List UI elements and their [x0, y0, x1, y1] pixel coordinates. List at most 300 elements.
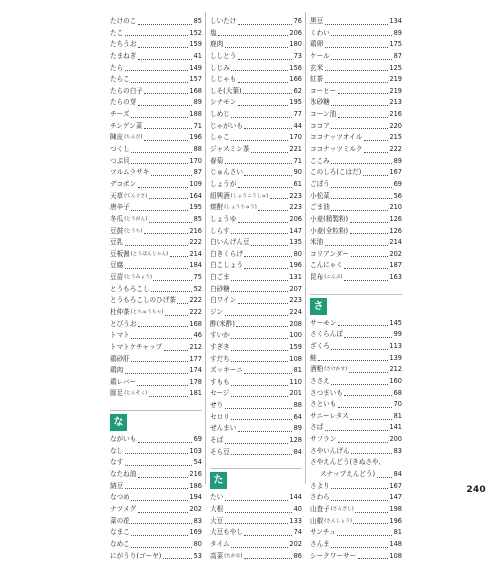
- index-entry-page: 208: [289, 319, 302, 328]
- section-rule: [310, 294, 402, 295]
- index-entry: [210, 51, 302, 63]
- section-badge: た: [210, 472, 227, 489]
- index-entry-page: 196: [289, 261, 302, 270]
- leader-dots: [353, 523, 387, 524]
- index-entry-page: 212: [189, 342, 202, 351]
- index-entry-name: 豆苗: [110, 273, 124, 282]
- index-entry-page: 223: [289, 203, 302, 212]
- index-entry: [210, 377, 302, 389]
- index-entry-name: ジャスミン茶: [210, 145, 250, 154]
- index-entry: [110, 179, 202, 191]
- index-entry-name: ごま油: [310, 203, 330, 212]
- index-entry-name: なめこ: [110, 539, 130, 548]
- leader-dots: [344, 268, 388, 269]
- index-entry-name: 鶏卵: [310, 40, 324, 49]
- index-entry-name-line1: さやえんどう(きぬさや、: [310, 458, 385, 467]
- index-entry-name: さば: [310, 423, 324, 432]
- index-entry: [210, 74, 302, 86]
- index-entry-page: 207: [289, 284, 302, 293]
- index-entry-name: じゃがいも: [210, 121, 243, 130]
- index-entry-name: ごぼう: [310, 179, 330, 188]
- index-entry-name: シナモン: [210, 98, 237, 107]
- leader-dots: [131, 210, 188, 211]
- index-entry-page: 109: [189, 179, 202, 188]
- leader-dots: [318, 360, 388, 361]
- index-entry-reading: (とうみょう): [124, 275, 152, 281]
- index-entry: [310, 16, 402, 28]
- index-entry-page: 178: [189, 377, 202, 386]
- index-entry-page: 75: [193, 273, 202, 282]
- leader-dots: [344, 395, 392, 396]
- leader-dots: [238, 82, 288, 83]
- index-entry-page: 87: [193, 168, 202, 177]
- index-entry: [310, 272, 402, 284]
- index-entry-name: 紅茶: [310, 75, 324, 84]
- index-entry: [310, 74, 402, 86]
- index-entry: [110, 97, 202, 109]
- index-entry: [110, 377, 202, 389]
- leader-dots: [377, 477, 393, 478]
- index-entry: [310, 249, 402, 261]
- index-entry: [210, 295, 302, 307]
- leader-dots: [131, 547, 192, 548]
- index-entry-page: 88: [193, 145, 202, 154]
- leader-dots: [149, 396, 188, 397]
- index-entry-page: 80: [193, 539, 202, 548]
- leader-dots: [149, 198, 188, 199]
- index-entry-name: 鶏肉: [110, 366, 124, 375]
- index-entry-name: ココア: [310, 121, 330, 130]
- index-entry-name: サーモン: [310, 318, 337, 327]
- leader-dots: [251, 152, 288, 153]
- index-entry-name: 白ごま: [210, 273, 230, 282]
- index-entry-name: さわら: [310, 493, 330, 502]
- index-entry: [110, 191, 202, 203]
- leader-dots: [344, 337, 392, 338]
- leader-dots: [125, 373, 188, 374]
- index-entry-name: トマト: [110, 331, 130, 340]
- index-entry: [110, 330, 202, 342]
- index-entry-page: 160: [389, 376, 402, 385]
- index-entry-name: しめじ: [210, 110, 230, 119]
- index-entry-name: しそ(大葉): [210, 86, 242, 95]
- leader-dots: [231, 70, 288, 71]
- index-entry: [110, 74, 202, 86]
- index-entry-page: 216: [189, 226, 202, 235]
- index-entry: [310, 179, 402, 191]
- leader-dots: [331, 488, 388, 489]
- index-entry-page: 206: [289, 214, 302, 223]
- leader-dots: [170, 256, 188, 257]
- leader-dots: [238, 222, 288, 223]
- index-entry: [210, 307, 302, 319]
- index-entry-reading: (さんしょう): [324, 518, 352, 524]
- index-entry: [110, 446, 202, 458]
- index-entry-name: しゃこ: [210, 133, 230, 142]
- leader-dots: [138, 47, 188, 48]
- index-entry-page: 74: [293, 528, 302, 537]
- index-entry-name: 豆鼓: [110, 226, 124, 235]
- index-entry-page: 224: [289, 308, 302, 316]
- index-entry: [210, 516, 302, 528]
- leader-dots: [231, 280, 288, 281]
- leader-dots: [325, 245, 388, 246]
- index-entry-name: しじみ: [210, 63, 230, 72]
- index-entry-page: 131: [289, 273, 302, 282]
- leader-dots: [350, 419, 392, 420]
- index-entry-page: 85: [193, 214, 202, 223]
- leader-dots: [231, 140, 288, 141]
- leader-dots: [125, 453, 188, 454]
- leader-dots: [137, 385, 187, 386]
- index-entry: [310, 481, 402, 493]
- index-entry-page: 84: [293, 447, 302, 456]
- leader-dots: [331, 105, 388, 106]
- index-entry-name: そば: [210, 436, 224, 445]
- index-entry: [310, 539, 402, 551]
- index-entry-reading: (しょうちゅう): [224, 205, 257, 211]
- index-entry: [210, 412, 302, 424]
- index-entry-name: さんま: [310, 539, 330, 548]
- index-entry-name: せり: [210, 401, 224, 410]
- index-entry-name: 昆布: [310, 273, 324, 282]
- leader-dots: [138, 442, 192, 443]
- index-entry: [210, 249, 302, 261]
- index-entry: [210, 447, 302, 459]
- index-entry-page: 184: [189, 261, 202, 270]
- index-entry: [210, 167, 302, 179]
- index-entry-name: 氷砂糖: [310, 98, 330, 107]
- index-entry: [210, 272, 302, 284]
- index-entry-name: しいたけ: [210, 16, 237, 25]
- index-entry: [210, 284, 302, 296]
- leader-dots: [225, 500, 288, 501]
- leader-dots: [331, 384, 388, 385]
- index-entry-name: コーヒー: [310, 86, 337, 95]
- index-entry-name: 酢(米酢): [210, 319, 235, 328]
- index-entry-name: なし: [110, 446, 124, 455]
- index-entry-reading: (さんざし): [330, 506, 354, 512]
- index-entry: [310, 388, 402, 400]
- leader-dots: [225, 408, 292, 409]
- index-entry: [110, 434, 202, 446]
- index-entry-name: 杜仲茶: [110, 308, 130, 316]
- index-entry: [110, 492, 202, 504]
- index-entry: [310, 86, 402, 98]
- index-entry-page: 110: [289, 377, 302, 386]
- index-entry-name: さくらんぼ: [310, 330, 343, 339]
- index-entry-page: 133: [289, 516, 302, 525]
- index-entry: [110, 167, 202, 179]
- index-entry: [110, 16, 202, 28]
- index-entry: [110, 86, 202, 98]
- index-entry-page: 152: [189, 28, 202, 37]
- index-entry: [110, 226, 202, 238]
- index-entry-page: 90: [293, 168, 302, 177]
- index-entry-name: なす: [110, 458, 124, 467]
- leader-dots: [351, 453, 392, 454]
- index-column-2: [210, 16, 302, 562]
- index-entry-name: 小麦(全粒粉): [310, 226, 349, 235]
- leader-dots: [144, 140, 188, 141]
- leader-dots: [125, 70, 188, 71]
- index-entry-page: 219: [389, 75, 402, 84]
- leader-dots: [338, 117, 388, 118]
- leader-dots: [231, 338, 288, 339]
- index-entry: [210, 354, 302, 366]
- index-entry: [110, 249, 202, 261]
- index-entry-page: 213: [389, 98, 402, 107]
- index-entry: [110, 457, 202, 469]
- index-entry-name: にがうり(ゴーヤ): [110, 551, 162, 560]
- index-entry: [310, 51, 402, 63]
- index-entry-name: こんにゃく: [310, 261, 343, 270]
- index-entry-page: 141: [389, 423, 402, 432]
- index-entry-page: 144: [289, 493, 302, 502]
- index-entry-name: すいか: [210, 331, 230, 340]
- index-entry-name: すだち: [210, 354, 230, 363]
- leader-dots: [244, 558, 292, 559]
- index-entry: [310, 214, 402, 226]
- index-entry-name: ズッキーニ: [210, 366, 243, 375]
- index-entry-name: 白いんげん豆: [210, 238, 250, 247]
- index-entry-page: 219: [389, 86, 402, 95]
- index-entry-page: 62: [293, 86, 302, 95]
- index-entry-name: 白きくらげ: [210, 249, 243, 258]
- leader-dots: [131, 338, 192, 339]
- index-entry-name: 鶏砂肝: [110, 354, 130, 363]
- index-entry-page: 103: [189, 446, 202, 455]
- index-entry-name: さといも: [310, 400, 337, 409]
- index-entry-page: 80: [293, 249, 302, 258]
- index-entry-page: 81: [293, 366, 302, 375]
- index-entry-page: 139: [389, 353, 402, 362]
- index-entry: [110, 272, 202, 284]
- index-entry-name: ざくろ: [310, 342, 330, 350]
- section-header-ta: [210, 458, 302, 492]
- index-entry: [310, 341, 402, 353]
- index-entry-reading: (とんそく): [124, 391, 148, 397]
- index-entry: [210, 28, 302, 40]
- index-entry-name: セージ: [210, 389, 230, 398]
- index-entry: [210, 527, 302, 539]
- index-entry-page: 46: [193, 331, 202, 340]
- index-entry-name: つぶ貝: [110, 156, 130, 165]
- index-entry-name: 納豆: [110, 481, 124, 490]
- index-entry: [210, 179, 302, 191]
- index-entry-name: さより: [310, 481, 330, 490]
- index-entry: [210, 132, 302, 144]
- index-entry: [210, 330, 302, 342]
- leader-dots: [151, 291, 192, 292]
- column-divider: [205, 12, 206, 484]
- index-entry-name: 焼酎: [210, 203, 224, 212]
- leader-dots: [231, 291, 288, 292]
- leader-dots: [325, 82, 388, 83]
- leader-dots: [331, 349, 388, 350]
- leader-dots: [231, 350, 288, 351]
- index-entry-page: 223: [289, 191, 302, 200]
- index-entry-page: 71: [293, 156, 302, 165]
- index-entry-page: 69: [393, 179, 402, 188]
- index-entry: [210, 342, 302, 354]
- index-entry-page: 134: [389, 16, 402, 25]
- index-entry-name: 鶏レバー: [110, 377, 136, 386]
- leader-dots: [231, 454, 292, 455]
- index-entry-page: 214: [389, 238, 402, 247]
- index-entry-page: 44: [293, 121, 302, 130]
- index-entry-name: たい: [210, 493, 224, 502]
- leader-dots: [153, 280, 192, 281]
- leader-dots: [244, 256, 292, 257]
- index-entry-page: 196: [189, 133, 202, 142]
- leader-dots: [364, 152, 388, 153]
- index-entry-name: ジン: [210, 308, 224, 316]
- index-entry-page: 157: [189, 75, 202, 84]
- index-entry-name: とうもろこし: [110, 284, 150, 293]
- index-entry-name: ぜんまい: [210, 424, 237, 433]
- index-entry: [110, 109, 202, 121]
- index-entry-name: 豆乳: [110, 238, 124, 247]
- index-entry-page: 215: [389, 133, 402, 142]
- index-entry: [110, 551, 202, 562]
- index-entry: [210, 156, 302, 168]
- leader-dots: [331, 500, 388, 501]
- index-entry-name: しじゃも: [210, 75, 237, 84]
- index-entry: [110, 469, 202, 481]
- index-entry-page: 222: [189, 308, 202, 316]
- leader-dots: [244, 535, 292, 536]
- leader-dots: [163, 558, 192, 559]
- index-entry: [310, 97, 402, 109]
- index-entry: [310, 399, 402, 411]
- leader-dots: [238, 24, 292, 25]
- index-entry-page: 156: [289, 63, 302, 72]
- leader-dots: [138, 59, 192, 60]
- index-entry-reading: (さけかす): [324, 367, 348, 373]
- index-entry-page: 83: [193, 516, 202, 525]
- index-entry-page: 202: [189, 504, 202, 513]
- index-entry-name: なたね油: [110, 470, 137, 479]
- index-entry-page: 222: [189, 238, 202, 247]
- index-entry-page: 61: [293, 179, 302, 188]
- index-entry-page: 81: [393, 528, 402, 537]
- leader-dots: [231, 117, 292, 118]
- index-entry: [110, 132, 202, 144]
- index-entry: [210, 551, 302, 562]
- page-number: 240: [466, 485, 486, 495]
- index-entry: [310, 226, 402, 238]
- leader-dots: [131, 361, 188, 362]
- index-entry-name: くわい: [310, 28, 330, 37]
- leader-dots: [131, 163, 188, 164]
- leader-dots: [231, 361, 288, 362]
- index-entry-name: 冬瓜: [110, 214, 124, 223]
- index-entry-page: 167: [389, 481, 402, 490]
- leader-dots: [351, 256, 388, 257]
- leader-dots: [225, 47, 288, 48]
- leader-dots: [131, 152, 192, 153]
- leader-dots: [244, 373, 292, 374]
- leader-dots: [349, 372, 388, 373]
- index-entry-page: 70: [393, 400, 402, 409]
- index-entry-page: 167: [389, 168, 402, 177]
- index-entry-page: 41: [193, 51, 202, 60]
- index-entry-name: 白ワイン: [210, 296, 237, 305]
- index-entry-page: 73: [293, 51, 302, 60]
- index-entry: [110, 144, 202, 156]
- index-entry-page: 159: [189, 40, 202, 49]
- index-entry: [210, 39, 302, 51]
- index-entry-name: 塩: [210, 28, 217, 37]
- index-entry-page: 147: [289, 226, 302, 235]
- leader-dots: [337, 535, 392, 536]
- index-entry-page: 64: [293, 412, 302, 421]
- index-entry: [110, 354, 202, 366]
- index-entry-page: 56: [393, 191, 402, 200]
- index-entry-page: 175: [389, 40, 402, 49]
- index-entry-name: 大豆: [210, 516, 224, 525]
- index-entry-page: 186: [189, 481, 202, 490]
- index-entry-page: 202: [389, 249, 402, 258]
- leader-dots: [325, 24, 388, 25]
- index-entry-name: ささえ: [310, 376, 330, 385]
- leader-dots: [325, 430, 388, 431]
- index-entry-name: サニーレタス: [310, 411, 349, 420]
- leader-dots: [331, 547, 388, 548]
- leader-dots: [231, 419, 292, 420]
- index-entry: [310, 516, 402, 528]
- leader-dots: [138, 326, 188, 327]
- index-entry-page: 200: [389, 435, 402, 444]
- leader-dots: [131, 523, 192, 524]
- leader-dots: [225, 443, 288, 444]
- index-entry-page: 40: [293, 504, 302, 513]
- index-entry: [210, 86, 302, 98]
- index-entry-name: つくし: [110, 145, 130, 154]
- index-entry-name: 大根: [210, 504, 224, 513]
- index-entry: [310, 411, 402, 423]
- index-entry-name: サンチュ: [310, 528, 336, 537]
- index-entry: [110, 516, 202, 528]
- index-entry-name: ツルムラサキ: [110, 168, 150, 177]
- index-entry: [110, 307, 202, 319]
- leader-dots: [325, 70, 388, 71]
- leader-dots: [350, 233, 388, 234]
- index-entry: [310, 167, 402, 179]
- index-entry-page: 216: [189, 470, 202, 479]
- index-entry-name: サフラン: [310, 435, 337, 444]
- index-entry-name: たらの芽: [110, 98, 137, 107]
- leader-dots: [131, 117, 188, 118]
- index-entry-page: 198: [389, 504, 402, 513]
- index-entry: [110, 365, 202, 377]
- index-entry: [310, 39, 402, 51]
- index-entry-reading: (とうばんじゃん): [130, 251, 169, 257]
- leader-dots: [238, 105, 288, 106]
- index-entry-page: 220: [389, 121, 402, 130]
- index-entry-page: 52: [193, 284, 202, 293]
- leader-dots: [231, 385, 288, 386]
- index-entry-page: 77: [293, 110, 302, 119]
- leader-dots: [225, 523, 288, 524]
- leader-dots: [238, 187, 292, 188]
- index-entry-name: 米油: [310, 238, 324, 247]
- index-entry-page: 135: [289, 238, 302, 247]
- index-entry: [210, 435, 302, 447]
- index-entry: [110, 63, 202, 75]
- index-entry: [310, 237, 402, 249]
